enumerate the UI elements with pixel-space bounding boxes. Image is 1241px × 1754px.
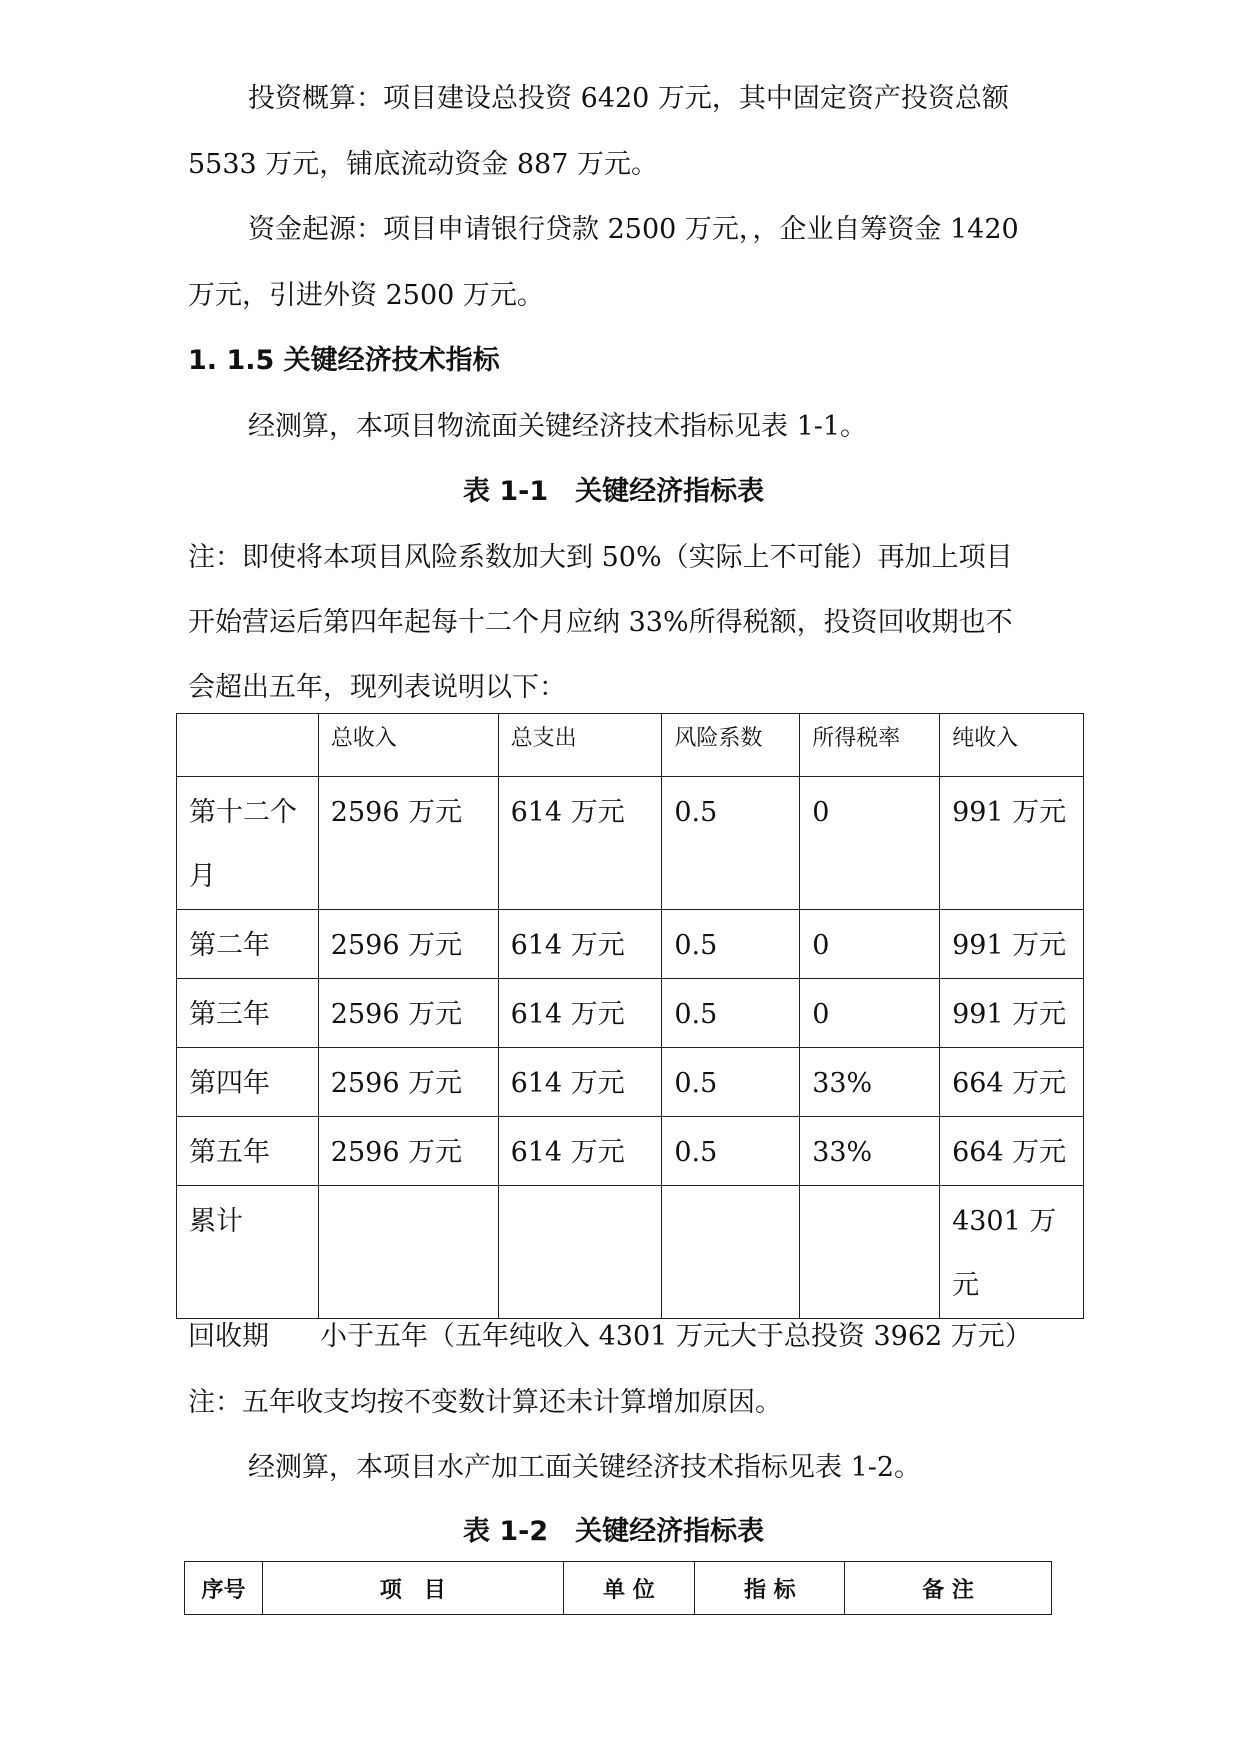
header-cell: 指 标 bbox=[695, 1562, 845, 1615]
table-cell: 0 bbox=[800, 777, 940, 910]
note1-line2: 开始营运后第四年起每十二个月应纳 33%所得税额，投资回收期也不 bbox=[188, 607, 1013, 638]
table-row bbox=[177, 1186, 1084, 1319]
table-header-row bbox=[177, 714, 1084, 777]
table-cell: 991 万元 bbox=[940, 979, 1084, 1048]
table-cell: 614 万元 bbox=[498, 979, 662, 1048]
table-cell: 614 万元 bbox=[498, 777, 662, 910]
table-cell: 614 万元 bbox=[498, 1048, 662, 1117]
paragraph-intro-table1: 经测算，本项目物流面关键经济技术指标见表 1-1。 bbox=[248, 411, 868, 442]
header-cell: 备 注 bbox=[845, 1562, 1052, 1615]
table-cell: 2596 万元 bbox=[318, 777, 498, 910]
table2-caption: 表 1-2 关键经济指标表 bbox=[463, 1516, 765, 1547]
header-cell: 风险系数 bbox=[662, 714, 800, 777]
section-heading: 1. 1.5 关键经济技术指标 bbox=[188, 345, 500, 376]
paragraph-funding-line1: 资金起源：项目申请银行贷款 2500 万元，，企业自筹资金 1420 bbox=[248, 214, 1019, 245]
table-cell: 2596 万元 bbox=[318, 979, 498, 1048]
table-cell: 0.5 bbox=[662, 910, 800, 979]
header-cell: 序号 bbox=[185, 1562, 263, 1615]
table-cell: 33% bbox=[800, 1117, 940, 1186]
table-cell: 0.5 bbox=[662, 979, 800, 1048]
header-cell bbox=[177, 714, 319, 777]
table-row bbox=[177, 979, 1084, 1048]
table-row bbox=[177, 910, 1084, 979]
table-header-row bbox=[185, 1562, 1052, 1615]
paragraph-funding-line2: 万元，引进外资 2500 万元。 bbox=[188, 280, 544, 311]
table-cell: 2596 万元 bbox=[318, 1048, 498, 1117]
table-row bbox=[177, 1048, 1084, 1117]
table-cell: 2596 万元 bbox=[318, 1117, 498, 1186]
table-cell: 0.5 bbox=[662, 1117, 800, 1186]
header-cell: 项 目 bbox=[262, 1562, 563, 1615]
table-cell: 第五年 bbox=[177, 1117, 319, 1186]
table-cell bbox=[498, 1186, 662, 1319]
table-cell: 614 万元 bbox=[498, 1117, 662, 1186]
table-cell: 991 万元 bbox=[940, 910, 1084, 979]
table-cell: 4301 万元 bbox=[940, 1186, 1084, 1319]
table-cell: 第四年 bbox=[177, 1048, 319, 1117]
economic-indicator-table-1 bbox=[176, 713, 1084, 1319]
header-cell: 单 位 bbox=[563, 1562, 695, 1615]
payback-text: 小于五年（五年纯收入 4301 万元大于总投资 3962 万元） bbox=[320, 1321, 1032, 1352]
table-cell: 991 万元 bbox=[940, 777, 1084, 910]
header-cell: 总支出 bbox=[498, 714, 662, 777]
table-cell: 第三年 bbox=[177, 979, 319, 1048]
table-cell bbox=[318, 1186, 498, 1319]
paragraph-investment-line2: 5533 万元，铺底流动资金 887 万元。 bbox=[188, 149, 658, 180]
table-row bbox=[177, 777, 1084, 910]
table-row bbox=[177, 1117, 1084, 1186]
table-cell: 2596 万元 bbox=[318, 910, 498, 979]
paragraph-intro-table2: 经测算，本项目水产加工面关键经济技术指标见表 1-2。 bbox=[248, 1452, 922, 1483]
table-cell: 0.5 bbox=[662, 1048, 800, 1117]
table-cell bbox=[800, 1186, 940, 1319]
header-cell: 所得税率 bbox=[800, 714, 940, 777]
table-cell: 664 万元 bbox=[940, 1048, 1084, 1117]
note1-line1: 注：即使将本项目风险系数加大到 50%（实际上不可能）再加上项目 bbox=[188, 542, 1013, 573]
table-cell: 第十二个月 bbox=[177, 777, 319, 910]
table-cell bbox=[662, 1186, 800, 1319]
table-cell: 0 bbox=[800, 979, 940, 1048]
table-cell: 614 万元 bbox=[498, 910, 662, 979]
table-cell: 33% bbox=[800, 1048, 940, 1117]
table1-caption: 表 1-1 关键经济指标表 bbox=[463, 476, 765, 507]
note1-line3: 会超出五年，现列表说明以下： bbox=[188, 672, 566, 703]
paragraph-investment-line1: 投资概算：项目建设总投资 6420 万元，其中固定资产投资总额 bbox=[248, 83, 1009, 114]
note2: 注：五年收支均按不变数计算还未计算增加原因。 bbox=[188, 1387, 782, 1418]
table-cell: 第二年 bbox=[177, 910, 319, 979]
table-cell: 0 bbox=[800, 910, 940, 979]
header-cell: 总收入 bbox=[318, 714, 498, 777]
payback-label: 回收期 bbox=[188, 1321, 269, 1352]
table-cell: 累计 bbox=[177, 1186, 319, 1319]
table-cell: 664 万元 bbox=[940, 1117, 1084, 1186]
header-cell: 纯收入 bbox=[940, 714, 1084, 777]
table-cell: 0.5 bbox=[662, 777, 800, 910]
economic-indicator-table-2 bbox=[184, 1561, 1052, 1615]
